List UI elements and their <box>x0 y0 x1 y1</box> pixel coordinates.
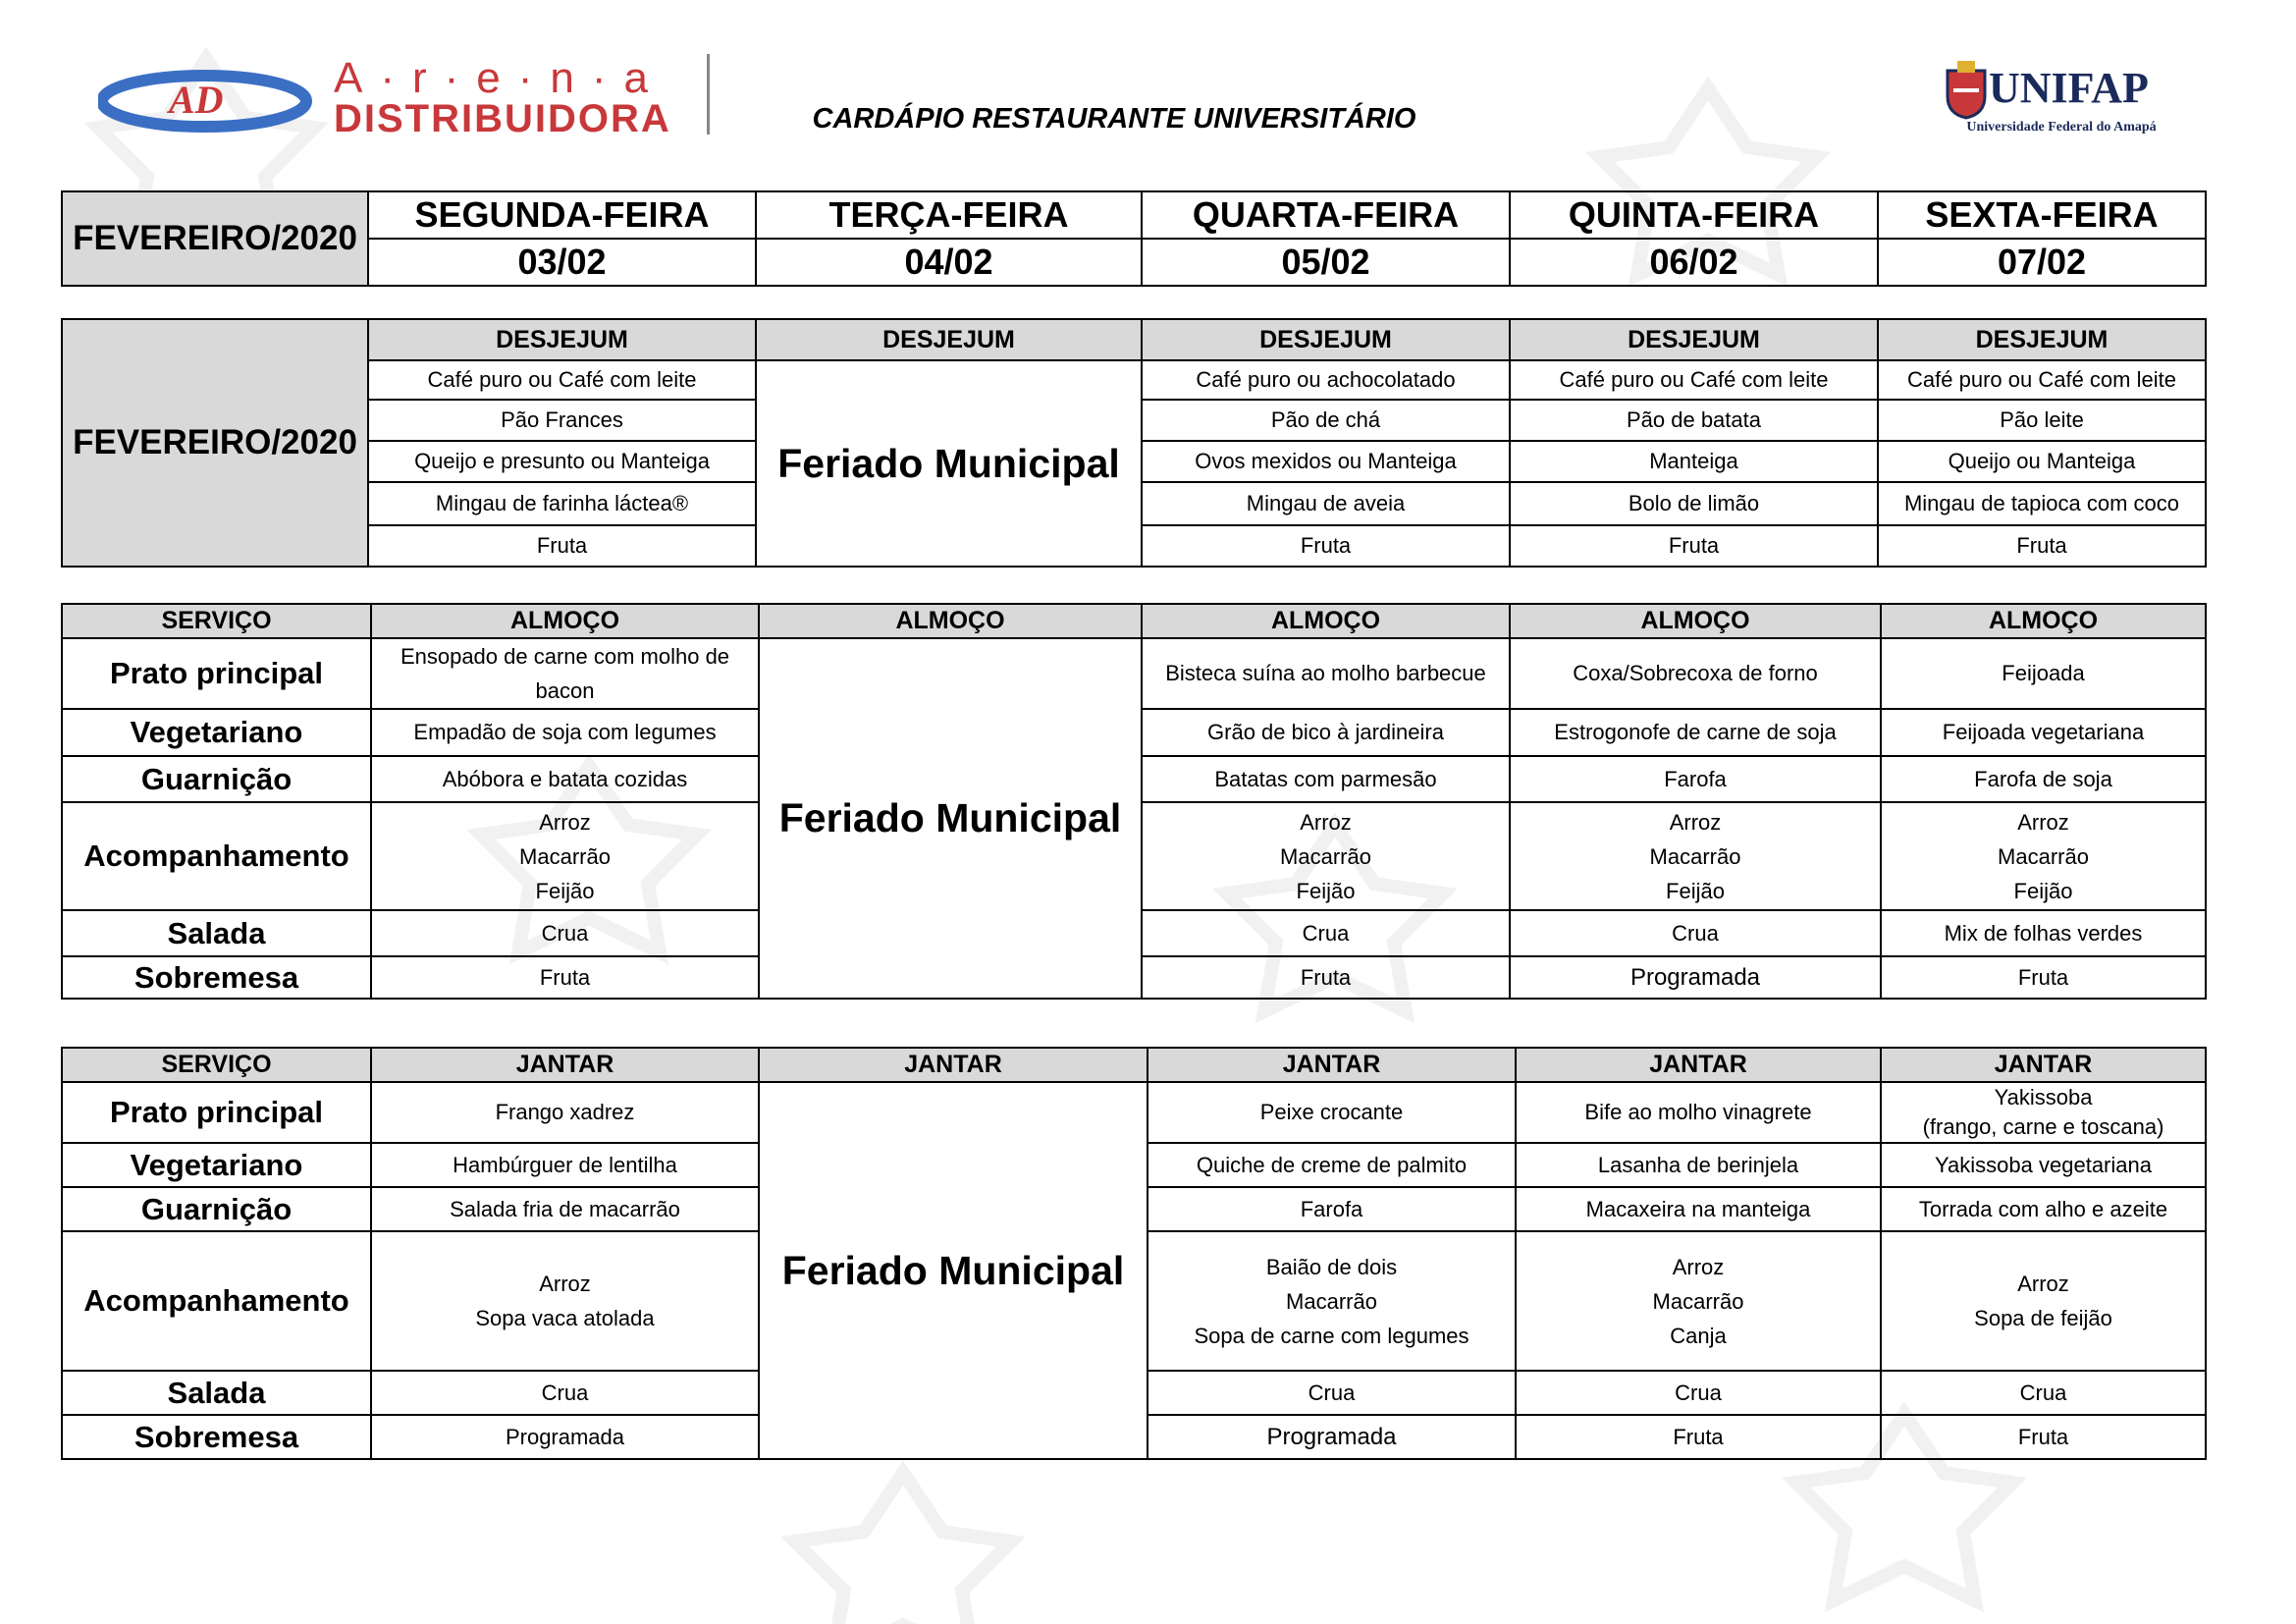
svg-text:AD: AD <box>169 78 224 122</box>
breakfast-item: Café puro ou achocolatado <box>1142 360 1510 400</box>
dinner-table <box>61 1047 2207 1460</box>
lunch-veg-thu: Estrogonofe de carne de soja <box>1510 709 1881 756</box>
dinner-salad-thu: Crua <box>1516 1371 1881 1415</box>
holiday-label: Feriado Municipal <box>759 638 1142 999</box>
breakfast-item: Fruta <box>1142 525 1510 567</box>
row-label: Vegetariano <box>62 709 371 756</box>
lunch-dessert-wed: Fruta <box>1142 956 1510 999</box>
day-name-tue: TERÇA-FEIRA <box>756 191 1142 239</box>
lunch-main-mon: Ensopado de carne com molho de bacon <box>371 638 759 709</box>
dinner-dessert-thu: Fruta <box>1516 1415 1881 1459</box>
dinner-main-wed: Peixe crocante <box>1148 1082 1516 1143</box>
dinner-veg-fri: Yakissoba vegetariana <box>1881 1143 2206 1187</box>
dinner-salad-wed: Crua <box>1148 1371 1516 1415</box>
lunch-header: ALMOÇO <box>759 604 1142 638</box>
lunch-salad-fri: Mix de folhas verdes <box>1881 910 2206 956</box>
breakfast-item: Ovos mexidos ou Manteiga <box>1142 441 1510 482</box>
breakfast-table <box>61 318 2207 568</box>
day-date-fri: 07/02 <box>1878 239 2206 286</box>
breakfast-item: Bolo de limão <box>1510 482 1878 525</box>
lunch-salad-mon: Crua <box>371 910 759 956</box>
dinner-main-mon: Frango xadrez <box>371 1082 759 1143</box>
dinner-veg-mon: Hambúrguer de lentilha <box>371 1143 759 1187</box>
breakfast-item: Mingau de aveia <box>1142 482 1510 525</box>
month-label: FEVEREIRO/2020 <box>62 191 368 286</box>
dinner-header: JANTAR <box>1148 1048 1516 1082</box>
breakfast-item: Café puro ou Café com leite <box>368 360 756 400</box>
breakfast-item: Queijo e presunto ou Manteiga <box>368 441 756 482</box>
lunch-salad-thu: Crua <box>1510 910 1881 956</box>
breakfast-header: DESJEJUM <box>1510 319 1878 360</box>
dinner-acc-fri: Arroz Sopa de feijão <box>1881 1231 2206 1371</box>
dinner-salad-fri: Crua <box>1881 1371 2206 1415</box>
breakfast-item: Café puro ou Café com leite <box>1878 360 2206 400</box>
lunch-main-thu: Coxa/Sobrecoxa de forno <box>1510 638 1881 709</box>
dinner-side-thu: Macaxeira na manteiga <box>1516 1187 1881 1231</box>
breakfast-item: Fruta <box>368 525 756 567</box>
lunch-header: ALMOÇO <box>1142 604 1510 638</box>
day-date-thu: 06/02 <box>1510 239 1878 286</box>
dinner-main-fri: Yakissoba (frango, carne e toscana) <box>1881 1082 2206 1143</box>
lunch-side-wed: Batatas com parmesão <box>1142 756 1510 802</box>
lunch-veg-fri: Feijoada vegetariana <box>1881 709 2206 756</box>
lunch-table <box>61 603 2207 1000</box>
dinner-header: JANTAR <box>1881 1048 2206 1082</box>
day-date-wed: 05/02 <box>1142 239 1510 286</box>
breakfast-header: DESJEJUM <box>756 319 1142 360</box>
lunch-service-header: SERVIÇO <box>62 604 371 638</box>
row-label: Guarnição <box>62 1187 371 1231</box>
row-label: Sobremesa <box>62 1415 371 1459</box>
row-label: Salada <box>62 1371 371 1415</box>
row-label: Guarnição <box>62 756 371 802</box>
day-name-wed: QUARTA-FEIRA <box>1142 191 1510 239</box>
row-label: Salada <box>62 910 371 956</box>
lunch-main-wed: Bisteca suína ao molho barbecue <box>1142 638 1510 709</box>
dinner-acc-thu: Arroz Macarrão Canja <box>1516 1231 1881 1371</box>
dinner-main-thu: Bife ao molho vinagrete <box>1516 1082 1881 1143</box>
lunch-dessert-mon: Fruta <box>371 956 759 999</box>
row-label: Prato principal <box>62 1082 371 1143</box>
dinner-header: JANTAR <box>1516 1048 1881 1082</box>
breakfast-item: Queijo ou Manteiga <box>1878 441 2206 482</box>
unifap-crest-icon <box>1944 61 1989 120</box>
holiday-label: Feriado Municipal <box>759 1082 1148 1459</box>
lunch-dessert-fri: Fruta <box>1881 956 2206 999</box>
breakfast-item: Mingau de tapioca com coco <box>1878 482 2206 525</box>
week-header-table <box>61 190 2207 287</box>
dinner-service-header: SERVIÇO <box>62 1048 371 1082</box>
day-name-mon: SEGUNDA-FEIRA <box>368 191 756 239</box>
arena-logo: AD A·r·e·n·a DISTRIBUIDORA <box>98 54 717 142</box>
lunch-salad-wed: Crua <box>1142 910 1510 956</box>
dinner-acc-mon: Arroz Sopa vaca atolada <box>371 1231 759 1371</box>
lunch-veg-wed: Grão de bico à jardineira <box>1142 709 1510 756</box>
dinner-side-mon: Salada fria de macarrão <box>371 1187 759 1231</box>
breakfast-item: Fruta <box>1510 525 1878 567</box>
row-label: Prato principal <box>62 638 371 709</box>
unifap-logo: UNIFAP Universidade Federal do Amapá <box>1944 59 2179 142</box>
dinner-acc-wed: Baião de dois Macarrão Sopa de carne com legumes <box>1148 1231 1516 1371</box>
breakfast-item: Mingau de farinha láctea® <box>368 482 756 525</box>
breakfast-item: Café puro ou Café com leite <box>1510 360 1878 400</box>
dinner-veg-thu: Lasanha de berinjela <box>1516 1143 1881 1187</box>
dinner-side-wed: Farofa <box>1148 1187 1516 1231</box>
breakfast-header: DESJEJUM <box>368 319 756 360</box>
dinner-header: JANTAR <box>371 1048 759 1082</box>
breakfast-header: DESJEJUM <box>1878 319 2206 360</box>
breakfast-item: Pão leite <box>1878 400 2206 441</box>
breakfast-item: Pão de batata <box>1510 400 1878 441</box>
lunch-acc-thu: Arroz Macarrão Feijão <box>1510 802 1881 910</box>
lunch-side-fri: Farofa de soja <box>1881 756 2206 802</box>
row-label: Acompanhamento <box>62 1231 371 1371</box>
lunch-acc-mon: Arroz Macarrão Feijão <box>371 802 759 910</box>
dinner-dessert-mon: Programada <box>371 1415 759 1459</box>
breakfast-item: Pão de chá <box>1142 400 1510 441</box>
lunch-acc-wed: Arroz Macarrão Feijão <box>1142 802 1510 910</box>
breakfast-month-label: FEVEREIRO/2020 <box>62 319 368 567</box>
dinner-veg-wed: Quiche de creme de palmito <box>1148 1143 1516 1187</box>
holiday-label: Feriado Municipal <box>756 360 1142 567</box>
row-label: Acompanhamento <box>62 802 371 910</box>
dinner-dessert-wed: Programada <box>1148 1415 1516 1459</box>
row-label: Vegetariano <box>62 1143 371 1187</box>
lunch-dessert-thu: Programada <box>1510 956 1881 999</box>
lunch-header: ALMOÇO <box>1881 604 2206 638</box>
lunch-header: ALMOÇO <box>371 604 759 638</box>
lunch-side-thu: Farofa <box>1510 756 1881 802</box>
dinner-dessert-fri: Fruta <box>1881 1415 2206 1459</box>
lunch-acc-fri: Arroz Macarrão Feijão <box>1881 802 2206 910</box>
page-title: CARDÁPIO RESTAURANTE UNIVERSITÁRIO <box>812 103 1416 135</box>
lunch-main-fri: Feijoada <box>1881 638 2206 709</box>
breakfast-item: Manteiga <box>1510 441 1878 482</box>
dinner-header: JANTAR <box>759 1048 1148 1082</box>
breakfast-header: DESJEJUM <box>1142 319 1510 360</box>
day-name-thu: QUINTA-FEIRA <box>1510 191 1878 239</box>
dinner-salad-mon: Crua <box>371 1371 759 1415</box>
day-date-tue: 04/02 <box>756 239 1142 286</box>
row-label: Sobremesa <box>62 956 371 999</box>
day-date-mon: 03/02 <box>368 239 756 286</box>
lunch-veg-mon: Empadão de soja com legumes <box>371 709 759 756</box>
breakfast-item: Fruta <box>1878 525 2206 567</box>
breakfast-item: Pão Frances <box>368 400 756 441</box>
dinner-side-fri: Torrada com alho e azeite <box>1881 1187 2206 1231</box>
lunch-side-mon: Abóbora e batata cozidas <box>371 756 759 802</box>
lunch-header: ALMOÇO <box>1510 604 1881 638</box>
day-name-fri: SEXTA-FEIRA <box>1878 191 2206 239</box>
